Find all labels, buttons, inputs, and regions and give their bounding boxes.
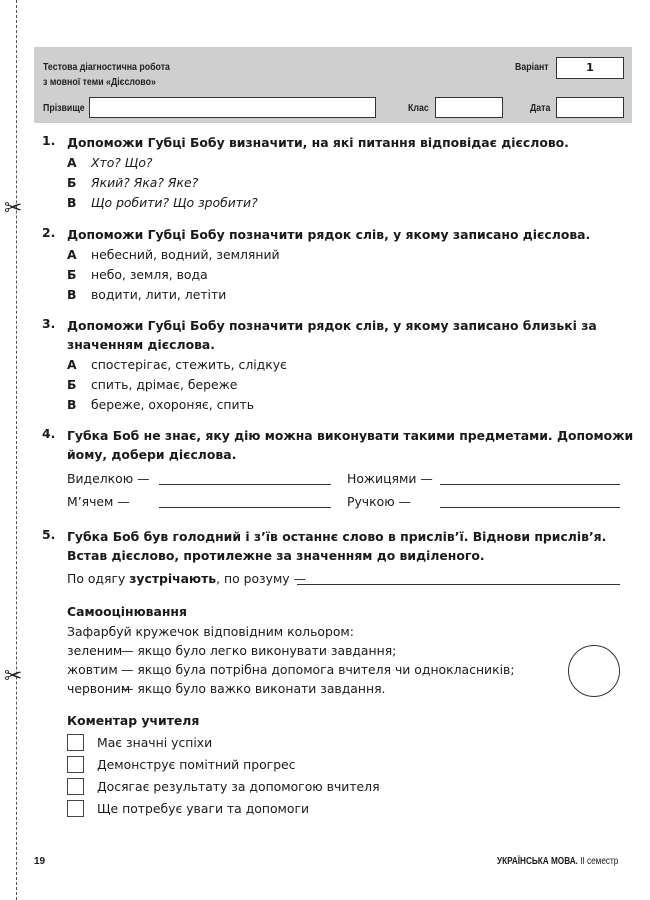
question-number: 4. (42, 426, 56, 441)
option-text: водити, лити, летіти (91, 286, 227, 302)
option-text: береже, охороняє, спить (91, 396, 255, 412)
option-letter: А (67, 356, 77, 372)
question-number: 5. (42, 527, 56, 542)
color-meaning: — якщо було легко виконувати завдання; (121, 643, 397, 658)
variant-label: Варіант (515, 62, 549, 73)
option-letter: А (67, 154, 77, 170)
date-field[interactable] (556, 97, 624, 118)
self-assessment-circle[interactable] (568, 645, 620, 697)
color-meaning: — якщо було важко виконати завдання. (121, 681, 386, 696)
scissors-icon: ✂ (4, 664, 23, 689)
answer-option[interactable] (67, 244, 634, 264)
answer-label-fork: Виделкою — (67, 471, 150, 486)
option-letter: Б (67, 174, 77, 190)
question-text: Допоможи Губці Бобу позначити рядок слів, у якому записано дієслова. (67, 227, 591, 242)
page-number: 19 (34, 856, 46, 867)
test-title-line1: Тестова діагностична робота (43, 62, 170, 73)
option-text: Що робити? Що зробити? (91, 194, 258, 210)
footer-semester: ІІ семестр (577, 856, 619, 867)
teacher-comment-title: Коментар учителя (67, 713, 200, 728)
proverb-start: По одягу (67, 571, 130, 586)
question-text: Губка Боб не знає, яку дію можна виконувати такими предметами. Допоможи йому, добери дієслова. (67, 428, 634, 462)
comment-checkbox[interactable] (67, 734, 84, 751)
header-panel (34, 47, 632, 123)
option-letter: А (67, 246, 77, 262)
answer-line-pen[interactable] (440, 507, 620, 508)
question-text: Допоможи Губці Бобу позначити рядок слів, у якому записано близькі за значенням дієслова. (67, 318, 597, 352)
self-assessment-title: Самооцінювання (67, 604, 187, 619)
question-1 (42, 133, 634, 212)
proverb-highlighted-word: зустрічають (129, 571, 217, 586)
assessment-row-green (67, 643, 396, 658)
color-meaning: — якщо була потрібна допомога вчителя чи однокласників; (121, 662, 515, 677)
answer-option[interactable] (67, 284, 634, 304)
answer-option[interactable] (67, 354, 634, 374)
question-4 (42, 426, 634, 464)
answer-line-ball[interactable] (159, 507, 331, 508)
scissors-icon: ✂ (4, 196, 23, 221)
answer-label-ball: М’ячем — (67, 494, 130, 509)
comment-option-label: Досягає результату за допомогою вчителя (97, 779, 380, 794)
question-number: 2. (42, 225, 56, 240)
option-letter: Б (67, 266, 77, 282)
proverb-end: , по розуму — (216, 571, 306, 586)
option-letter: Б (67, 376, 77, 392)
question-2 (42, 225, 634, 304)
answer-line-scissors[interactable] (440, 484, 620, 485)
option-letter: В (67, 286, 77, 302)
option-text: спить, дрімає, береже (91, 376, 238, 392)
option-text: спостерігає, стежить, слідкує (91, 356, 287, 372)
proverb-answer-line[interactable] (297, 584, 620, 585)
answer-line-fork[interactable] (159, 484, 331, 485)
option-text: Який? Яка? Яке? (91, 174, 199, 190)
comment-checkbox[interactable] (67, 800, 84, 817)
comment-checkbox[interactable] (67, 756, 84, 773)
answer-label-pen: Ручкою — (347, 494, 411, 509)
cut-line (16, 0, 17, 900)
answer-label-scissors: Ножицями — (347, 471, 433, 486)
question-text: Губка Боб був голодний і з’їв останнє слово в прислів’ї. Віднови прислів’я. Встав дієслово, протилежне за значенням до виділеного. (67, 529, 607, 563)
proverb (67, 571, 306, 586)
comment-option-label: Ще потребує уваги та допомоги (97, 801, 310, 816)
answer-option[interactable] (67, 192, 634, 212)
assessment-row-red (67, 681, 386, 696)
color-name: червоним (67, 681, 131, 696)
comment-checkbox[interactable] (67, 778, 84, 795)
class-label: Клас (408, 103, 429, 114)
question-3 (42, 316, 634, 414)
comment-option-label: Демонструє помітний прогрес (97, 757, 296, 772)
question-5 (42, 527, 634, 565)
test-title-line2: з мовної теми «Дієслово» (43, 77, 156, 88)
option-text: небо, земля, вода (91, 266, 208, 282)
comment-option-label: Має значні успіхи (97, 735, 213, 750)
question-number: 3. (42, 316, 56, 331)
color-name: жовтим (67, 662, 118, 677)
option-letter: В (67, 396, 77, 412)
option-text: небесний, водний, земляний (91, 246, 280, 262)
footer-subject (497, 856, 618, 867)
question-number: 1. (42, 133, 56, 148)
surname-field[interactable] (89, 97, 376, 118)
answer-option[interactable] (67, 264, 634, 284)
answer-option[interactable] (67, 152, 634, 172)
assessment-row-yellow (67, 662, 515, 677)
variant-value: 1 (556, 57, 624, 79)
color-name: зеленим (67, 643, 123, 658)
surname-label: Прізвище (43, 103, 85, 114)
footer-subject-bold: УКРАЇНСЬКА МОВА. (497, 856, 578, 867)
class-field[interactable] (435, 97, 503, 118)
question-text: Допоможи Губці Бобу визначити, на які питання відповідає дієслово. (67, 135, 569, 150)
answer-option[interactable] (67, 394, 634, 414)
option-letter: В (67, 194, 77, 210)
self-assessment-instruction: Зафарбуй кружечок відповідним кольором: (67, 624, 354, 639)
answer-option[interactable] (67, 172, 634, 192)
date-label: Дата (530, 103, 551, 114)
answer-option[interactable] (67, 374, 634, 394)
option-text: Хто? Що? (91, 154, 153, 170)
